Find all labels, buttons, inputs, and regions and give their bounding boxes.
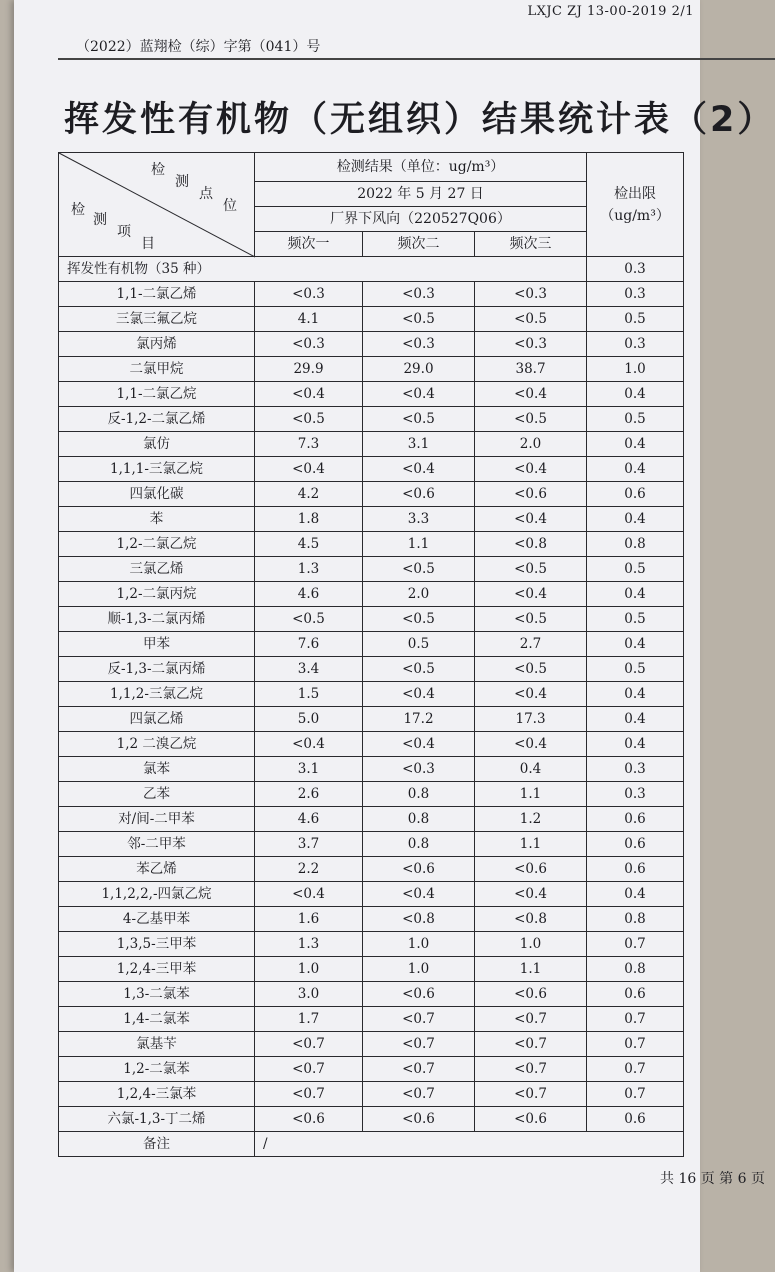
run2-value: <0.8 (363, 907, 475, 932)
run3-value: 38.7 (475, 357, 587, 382)
table-row (59, 432, 684, 457)
table-row (59, 382, 684, 407)
run3-value: 1.1 (475, 782, 587, 807)
table-row (59, 682, 684, 707)
table-row (59, 1057, 684, 1082)
run1-value: 3.7 (255, 832, 363, 857)
compound-name: 四氯化碳 (59, 482, 255, 507)
run2-value: 3.1 (363, 432, 475, 457)
run2-value: 1.0 (363, 957, 475, 982)
lod-value: 0.6 (587, 482, 684, 507)
compound-name: 反-1,3-二氯丙烯 (59, 657, 255, 682)
compound-name: 反-1,2-二氯乙烯 (59, 407, 255, 432)
run2-value: <0.4 (363, 882, 475, 907)
compound-name: 氯仿 (59, 432, 255, 457)
run3-value: <0.4 (475, 582, 587, 607)
table-row (59, 732, 684, 757)
compound-name: 氯苯 (59, 757, 255, 782)
run2-value: <0.5 (363, 607, 475, 632)
table-row (59, 657, 684, 682)
run3-value: <0.7 (475, 1057, 587, 1082)
compound-name: 1,2,4-三氯苯 (59, 1082, 255, 1107)
lod-value: 0.6 (587, 832, 684, 857)
run3-value: 2.0 (475, 432, 587, 457)
table-row (59, 407, 684, 432)
run1-value: 4.5 (255, 532, 363, 557)
run1-value: <0.5 (255, 407, 363, 432)
run2-value: <0.7 (363, 1007, 475, 1032)
run3-value: <0.4 (475, 457, 587, 482)
lod-value: 0.4 (587, 507, 684, 532)
run3-value: 1.2 (475, 807, 587, 832)
run1-value: 1.0 (255, 957, 363, 982)
run3-value: <0.5 (475, 607, 587, 632)
run1-value: 7.3 (255, 432, 363, 457)
corner-item-char: 检 (71, 202, 85, 218)
run3-value: <0.6 (475, 1107, 587, 1132)
remark-label: 备注 (59, 1132, 255, 1157)
lod-value: 0.3 (587, 782, 684, 807)
table-row (59, 807, 684, 832)
lod-value: 0.5 (587, 607, 684, 632)
run3-value: <0.4 (475, 732, 587, 757)
compound-name: 1,4-二氯苯 (59, 1007, 255, 1032)
run2-value: <0.4 (363, 457, 475, 482)
run3-value: <0.7 (475, 1007, 587, 1032)
lod-header-title: 检出限 (614, 185, 657, 202)
run2-value: <0.4 (363, 732, 475, 757)
lod-value: 0.7 (587, 1082, 684, 1107)
run1-value: 1.8 (255, 507, 363, 532)
compound-name: 苯 (59, 507, 255, 532)
table-row (59, 482, 684, 507)
run2-value: 0.5 (363, 632, 475, 657)
compound-name: 1,2,4-三甲苯 (59, 957, 255, 982)
run1-value: <0.6 (255, 1107, 363, 1132)
run-header-3: 频次三 (475, 232, 587, 257)
lod-value: 0.6 (587, 807, 684, 832)
run1-value: 1.7 (255, 1007, 363, 1032)
table-row (59, 557, 684, 582)
compound-name: 1,1,2-三氯乙烷 (59, 682, 255, 707)
run3-value: 1.0 (475, 932, 587, 957)
table-row (59, 607, 684, 632)
table-row (59, 1107, 684, 1132)
run2-value: 0.8 (363, 832, 475, 857)
run3-value: <0.5 (475, 557, 587, 582)
lod-value: 0.5 (587, 557, 684, 582)
run1-value: <0.4 (255, 382, 363, 407)
run1-value: <0.7 (255, 1082, 363, 1107)
lod-value: 0.7 (587, 1032, 684, 1057)
lod-value: 0.6 (587, 857, 684, 882)
compound-name: 1,2-二氯苯 (59, 1057, 255, 1082)
run1-value: <0.4 (255, 882, 363, 907)
lod-value: 0.8 (587, 532, 684, 557)
table-row (59, 307, 684, 332)
run2-value: <0.7 (363, 1057, 475, 1082)
table-row (59, 782, 684, 807)
category-lod: 0.3 (587, 257, 684, 282)
compound-name: 六氯-1,3-丁二烯 (59, 1107, 255, 1132)
compound-name: 4-乙基甲苯 (59, 907, 255, 932)
lod-value: 0.4 (587, 732, 684, 757)
run3-value: 0.4 (475, 757, 587, 782)
run2-value: <0.3 (363, 282, 475, 307)
run3-value: <0.6 (475, 857, 587, 882)
run2-value: <0.4 (363, 382, 475, 407)
table-row (59, 582, 684, 607)
table-row (59, 1032, 684, 1057)
table-row (59, 282, 684, 307)
remark-row (59, 1132, 684, 1157)
table-row (59, 357, 684, 382)
compound-name: 顺-1,3-二氯丙烯 (59, 607, 255, 632)
run3-value: <0.7 (475, 1082, 587, 1107)
run1-value: 3.0 (255, 982, 363, 1007)
run1-value: 1.6 (255, 907, 363, 932)
table-row (59, 757, 684, 782)
run3-value: 1.1 (475, 832, 587, 857)
lod-value: 0.7 (587, 1057, 684, 1082)
run2-value: <0.5 (363, 557, 475, 582)
lod-value: 0.4 (587, 882, 684, 907)
lod-value: 0.4 (587, 632, 684, 657)
run2-value: <0.5 (363, 307, 475, 332)
corner-point-char: 位 (223, 198, 237, 214)
run2-value: <0.5 (363, 657, 475, 682)
run2-value: 17.2 (363, 707, 475, 732)
run2-value: <0.6 (363, 857, 475, 882)
lod-value: 0.4 (587, 432, 684, 457)
run1-value: <0.3 (255, 332, 363, 357)
compound-name: 1,2 二溴乙烷 (59, 732, 255, 757)
run2-value: <0.7 (363, 1082, 475, 1107)
run2-value: <0.7 (363, 1032, 475, 1057)
run1-value: 5.0 (255, 707, 363, 732)
lod-value: 0.4 (587, 682, 684, 707)
run3-value: <0.3 (475, 282, 587, 307)
run3-value: <0.5 (475, 307, 587, 332)
compound-name: 三氯三氟乙烷 (59, 307, 255, 332)
compound-name: 邻-二甲苯 (59, 832, 255, 857)
lod-header-unit: （ug/m³） (600, 207, 670, 224)
category-row-label: 挥发性有机物（35 种） (59, 257, 587, 282)
remark-value: / (255, 1132, 684, 1157)
location-header: 厂界下风向（220527Q06） (255, 207, 587, 232)
compound-name: 乙苯 (59, 782, 255, 807)
lod-value: 0.7 (587, 1007, 684, 1032)
run1-value: 4.6 (255, 807, 363, 832)
page-title: 挥发性有机物（无组织）结果统计表（2） (64, 100, 775, 140)
run3-value: 17.3 (475, 707, 587, 732)
run3-value: <0.5 (475, 407, 587, 432)
run1-value: 2.6 (255, 782, 363, 807)
report-number: （2022）蓝翔检（综）字第（041）号 (76, 39, 321, 55)
run3-value: <0.3 (475, 332, 587, 357)
compound-name: 1,2-二氯丙烷 (59, 582, 255, 607)
table-row (59, 632, 684, 657)
table-row (59, 1007, 684, 1032)
compound-name: 1,2-二氯乙烷 (59, 532, 255, 557)
run3-value: <0.8 (475, 532, 587, 557)
run2-value: 3.3 (363, 507, 475, 532)
lod-value: 0.4 (587, 707, 684, 732)
run3-value: <0.8 (475, 907, 587, 932)
lod-value: 0.3 (587, 332, 684, 357)
run1-value: 1.5 (255, 682, 363, 707)
run1-value: 2.2 (255, 857, 363, 882)
corner-header-cell (59, 153, 255, 257)
corner-item-char: 目 (141, 236, 155, 252)
lod-value: 0.5 (587, 307, 684, 332)
run1-value: 4.1 (255, 307, 363, 332)
run3-value: <0.6 (475, 982, 587, 1007)
compound-name: 对/间-二甲苯 (59, 807, 255, 832)
run1-value: 29.9 (255, 357, 363, 382)
run2-value: 0.8 (363, 807, 475, 832)
document-code: LXJC ZJ 13-00-2019 2/1 (527, 4, 694, 19)
run3-value: <0.5 (475, 657, 587, 682)
run1-value: <0.4 (255, 457, 363, 482)
lod-value: 0.3 (587, 282, 684, 307)
corner-point-char: 测 (175, 174, 189, 190)
run-header-2: 频次二 (363, 232, 475, 257)
compound-name: 1,3,5-三甲苯 (59, 932, 255, 957)
table-row (59, 907, 684, 932)
run1-value: 1.3 (255, 557, 363, 582)
run1-value: 4.6 (255, 582, 363, 607)
lod-value: 0.6 (587, 1107, 684, 1132)
run2-value: 29.0 (363, 357, 475, 382)
lod-value: 0.4 (587, 582, 684, 607)
corner-item-char: 项 (117, 224, 131, 240)
table-row (59, 857, 684, 882)
run2-value: 1.1 (363, 532, 475, 557)
lod-header (587, 153, 684, 257)
run2-value: 2.0 (363, 582, 475, 607)
run3-value: <0.6 (475, 482, 587, 507)
run2-value: <0.3 (363, 757, 475, 782)
lod-value: 0.5 (587, 407, 684, 432)
table-row (59, 457, 684, 482)
run2-value: <0.5 (363, 407, 475, 432)
run1-value: 3.4 (255, 657, 363, 682)
run3-value: <0.4 (475, 882, 587, 907)
run2-value: <0.3 (363, 332, 475, 357)
run2-value: <0.6 (363, 1107, 475, 1132)
run2-value: <0.4 (363, 682, 475, 707)
compound-name: 三氯乙烯 (59, 557, 255, 582)
corner-point-char: 点 (199, 186, 213, 202)
run1-value: 1.3 (255, 932, 363, 957)
run2-value: 1.0 (363, 932, 475, 957)
compound-name: 1,1,2,2,-四氯乙烷 (59, 882, 255, 907)
corner-item-char: 测 (93, 212, 107, 228)
compound-name: 苯乙烯 (59, 857, 255, 882)
compound-name: 1,3-二氯苯 (59, 982, 255, 1007)
lod-value: 0.4 (587, 382, 684, 407)
table-row (59, 507, 684, 532)
run1-value: <0.7 (255, 1057, 363, 1082)
table-row (59, 532, 684, 557)
run2-value: 0.8 (363, 782, 475, 807)
run1-value: <0.7 (255, 1032, 363, 1057)
compound-name: 氯丙烯 (59, 332, 255, 357)
run3-value: <0.4 (475, 682, 587, 707)
run3-value: <0.4 (475, 382, 587, 407)
compound-name: 二氯甲烷 (59, 357, 255, 382)
table-row (59, 982, 684, 1007)
lod-value: 0.8 (587, 957, 684, 982)
lod-value: 1.0 (587, 357, 684, 382)
corner-point-char: 检 (151, 162, 165, 178)
table-row (59, 1082, 684, 1107)
table-row (59, 882, 684, 907)
run2-value: <0.6 (363, 482, 475, 507)
page-counter: 共 16 页 第 6 页 (660, 1171, 765, 1187)
result-unit-header: 检测结果（单位：ug/m³） (255, 153, 587, 182)
table-row (59, 957, 684, 982)
compound-name: 1,1-二氯乙烯 (59, 282, 255, 307)
compound-name: 1,1-二氯乙烷 (59, 382, 255, 407)
compound-name: 1,1,1-三氯乙烷 (59, 457, 255, 482)
table-row (59, 332, 684, 357)
run3-value: <0.7 (475, 1032, 587, 1057)
run3-value: <0.4 (475, 507, 587, 532)
lod-value: 0.6 (587, 982, 684, 1007)
lod-value: 0.3 (587, 757, 684, 782)
compound-name: 四氯乙烯 (59, 707, 255, 732)
compound-name: 氯基苄 (59, 1032, 255, 1057)
run1-value: <0.5 (255, 607, 363, 632)
table-row (59, 707, 684, 732)
run-header-1: 频次一 (255, 232, 363, 257)
run1-value: 7.6 (255, 632, 363, 657)
run3-value: 1.1 (475, 957, 587, 982)
compound-name: 甲苯 (59, 632, 255, 657)
run1-value: <0.4 (255, 732, 363, 757)
lod-value: 0.5 (587, 657, 684, 682)
lod-value: 0.4 (587, 457, 684, 482)
lod-value: 0.8 (587, 907, 684, 932)
lod-value: 0.7 (587, 932, 684, 957)
run1-value: 4.2 (255, 482, 363, 507)
results-table (58, 152, 684, 1157)
date-header: 2022 年 5 月 27 日 (255, 182, 587, 207)
run2-value: <0.6 (363, 982, 475, 1007)
run1-value: 3.1 (255, 757, 363, 782)
table-row (59, 832, 684, 857)
run3-value: 2.7 (475, 632, 587, 657)
table-row (59, 932, 684, 957)
header-divider (58, 58, 775, 60)
run1-value: <0.3 (255, 282, 363, 307)
